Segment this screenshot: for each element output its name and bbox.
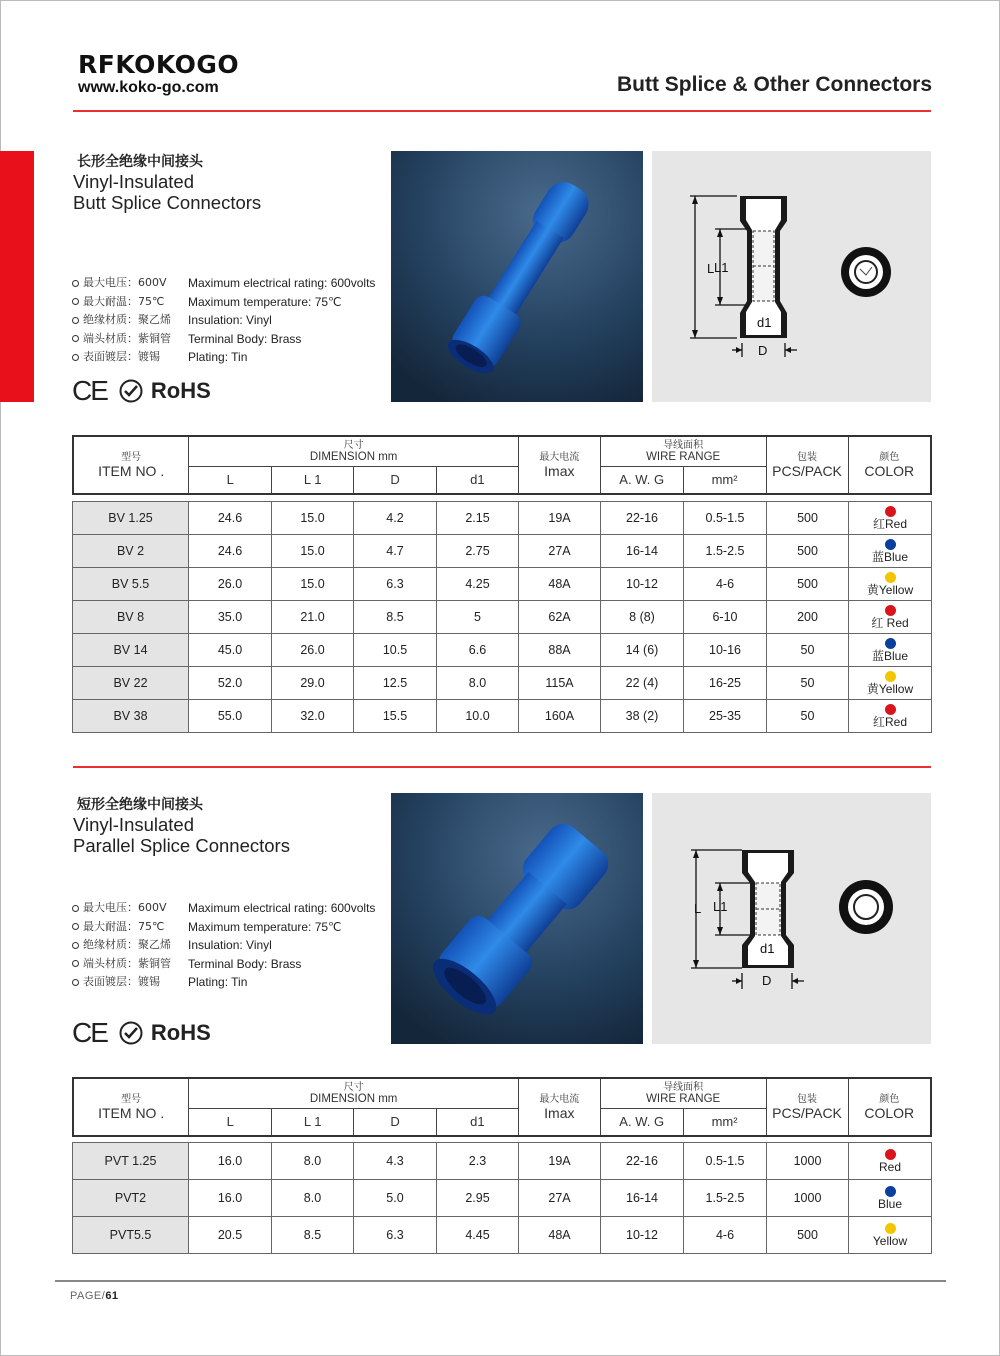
- col-dimension: [189, 436, 519, 466]
- color-label: 黄Yellow: [866, 582, 914, 597]
- spec-row: [72, 348, 375, 367]
- cell-item: PVT 1.25: [73, 1143, 189, 1180]
- dim-label-d1: d1: [757, 315, 772, 330]
- spec-en: Terminal Body: Brass: [188, 331, 302, 346]
- cell-D: 12.5: [354, 667, 437, 700]
- section-title-cn: 长形全绝缘中间接头: [77, 154, 203, 170]
- col-pack: [766, 436, 848, 494]
- cell-mm2: 6-10: [684, 601, 767, 634]
- bullet-icon: [72, 979, 79, 986]
- rohs-mark: RoHS: [150, 378, 211, 403]
- col-awg: A. W. G: [600, 466, 683, 494]
- cell-imax: 115A: [519, 667, 601, 700]
- spec-row: [72, 899, 375, 918]
- cell-d1: 2.95: [437, 1180, 519, 1217]
- col-L1: L 1: [272, 466, 354, 494]
- col-imax-en: Imax: [544, 462, 575, 479]
- col-mm2: mm²: [683, 466, 766, 494]
- cell-item: PVT5.5: [73, 1217, 189, 1254]
- color-dot-icon: [885, 638, 896, 649]
- col-imax-cn: 最大电流: [539, 1093, 580, 1105]
- col-pack-cn: 包装: [797, 451, 818, 463]
- cell-L: 24.6: [189, 535, 272, 568]
- cell-L1: 8.5: [272, 1217, 354, 1254]
- color-dot-icon: [885, 1186, 896, 1197]
- cell-imax: 48A: [519, 1217, 601, 1254]
- cell-L1: 29.0: [272, 667, 354, 700]
- spec-en: Plating: Tin: [188, 350, 248, 364]
- cell-awg: 8 (8): [601, 601, 684, 634]
- col-d1: d1: [436, 1108, 518, 1136]
- spec-cn: 最大电压：600V: [83, 276, 167, 289]
- bullet-icon: [72, 317, 79, 324]
- cell-mm2: 1.5-2.5: [684, 1180, 767, 1217]
- cell-mm2: 0.5-1.5: [684, 1143, 767, 1180]
- cell-pack: 500: [767, 502, 849, 535]
- cell-item: BV 5.5: [73, 568, 189, 601]
- col-color: [848, 436, 931, 494]
- col-item-cn: 型号: [121, 451, 142, 463]
- col-wire-cn: 导线面积: [663, 439, 704, 451]
- spec-cn: 绝缘材质：聚乙烯: [83, 938, 171, 951]
- cell-d1: 2.75: [437, 535, 519, 568]
- table-row: [73, 634, 932, 667]
- spec-en: Maximum temperature: 75℃: [188, 294, 342, 309]
- col-D: D: [354, 466, 437, 494]
- technical-drawing-parallel: [652, 793, 931, 1044]
- color-label: Red: [878, 1159, 901, 1174]
- cell-L1: 8.0: [272, 1143, 354, 1180]
- cell-d1: 10.0: [437, 700, 519, 733]
- spec-row: [72, 293, 375, 312]
- cell-L1: 15.0: [272, 535, 354, 568]
- cell-mm2: 16-25: [684, 667, 767, 700]
- brand-name: RFKOKOGO: [78, 50, 240, 79]
- cell-D: 4.2: [354, 502, 437, 535]
- cell-item: BV 8: [73, 601, 189, 634]
- cell-L1: 32.0: [272, 700, 354, 733]
- col-pack-en: PCS/PACK: [772, 1104, 842, 1121]
- color-dot-icon: [885, 506, 896, 517]
- page-label: PAGE/: [70, 1290, 106, 1302]
- col-dim-cn: 尺寸: [343, 1081, 364, 1093]
- cell-imax: 19A: [519, 1143, 601, 1180]
- dim-label-L1: L1: [714, 260, 729, 275]
- cell-d1: 2.3: [437, 1143, 519, 1180]
- col-item: [73, 1078, 189, 1136]
- col-color-cn: 颜色: [879, 1093, 900, 1105]
- side-accent-bar: [0, 151, 34, 402]
- rohs-mark: RoHS: [150, 1020, 211, 1045]
- col-awg: A. W. G: [600, 1108, 683, 1136]
- cell-item: PVT2: [73, 1180, 189, 1217]
- bullet-icon: [72, 942, 79, 949]
- certifications: [72, 1017, 211, 1049]
- col-imax: [518, 436, 600, 494]
- col-d1: d1: [436, 466, 518, 494]
- color-label: Blue: [877, 1196, 903, 1211]
- cell-L: 20.5: [189, 1217, 272, 1254]
- section-title-en-2: Butt Splice Connectors: [73, 192, 262, 213]
- section-title-cn: 短形全绝缘中间接头: [77, 797, 203, 813]
- cell-L1: 15.0: [272, 568, 354, 601]
- cell-L1: 8.0: [272, 1180, 354, 1217]
- ce-mark: CE: [72, 1017, 107, 1048]
- color-dot-icon: [885, 1223, 896, 1234]
- cell-L1: 26.0: [272, 634, 354, 667]
- bullet-icon: [72, 905, 79, 912]
- col-color-en: COLOR: [864, 462, 915, 479]
- spec-cn: 表面镀层：镀锡: [83, 975, 160, 988]
- spec-list-butt: [72, 274, 375, 367]
- cell-L1: 15.0: [272, 502, 354, 535]
- table-row: [73, 601, 932, 634]
- cell-imax: 27A: [519, 1180, 601, 1217]
- cell-pack: 500: [767, 535, 849, 568]
- spec-row: [72, 311, 375, 330]
- cell-item: BV 38: [73, 700, 189, 733]
- col-L1: L 1: [272, 1108, 354, 1136]
- cell-imax: 62A: [519, 601, 601, 634]
- cell-D: 4.3: [354, 1143, 437, 1180]
- col-pack: [766, 1078, 848, 1136]
- col-item-en: ITEM NO .: [98, 1104, 165, 1121]
- spec-row: [72, 274, 375, 293]
- table-row: [73, 1217, 932, 1254]
- cell-item: BV 14: [73, 634, 189, 667]
- cell-awg: 10-12: [601, 568, 684, 601]
- cell-pack: 50: [767, 667, 849, 700]
- technical-drawing-butt: [652, 151, 931, 402]
- col-wire-range: [600, 1078, 766, 1108]
- cell-awg: 22 (4): [601, 667, 684, 700]
- cell-L: 35.0: [189, 601, 272, 634]
- color-label: 红Red: [872, 714, 907, 729]
- col-item: [73, 436, 189, 494]
- col-dim-cn: 尺寸: [343, 439, 364, 451]
- page-footer: [70, 1290, 119, 1302]
- cell-color: [849, 502, 932, 535]
- cell-mm2: 0.5-1.5: [684, 502, 767, 535]
- col-imax: [518, 1078, 600, 1136]
- cell-color: [849, 568, 932, 601]
- col-wire-en: WIRE RANGE: [646, 450, 721, 463]
- cell-d1: 4.25: [437, 568, 519, 601]
- spec-row: [72, 918, 375, 937]
- cell-mm2: 4-6: [684, 568, 767, 601]
- cell-D: 10.5: [354, 634, 437, 667]
- col-D: D: [354, 1108, 437, 1136]
- section-title-en-1: Vinyl-Insulated: [73, 814, 195, 835]
- spec-en: Insulation: Vinyl: [188, 313, 272, 327]
- cell-pack: 500: [767, 1217, 849, 1254]
- table-row: [73, 700, 932, 733]
- table-row: [73, 502, 932, 535]
- cell-L: 24.6: [189, 502, 272, 535]
- cell-awg: 22-16: [601, 1143, 684, 1180]
- page-number: 61: [105, 1290, 119, 1302]
- cell-D: 4.7: [354, 535, 437, 568]
- sgs-icon: [119, 1021, 143, 1045]
- color-label: 黄Yellow: [866, 681, 914, 696]
- col-L: L: [189, 466, 272, 494]
- cell-D: 5.0: [354, 1180, 437, 1217]
- cell-imax: 27A: [519, 535, 601, 568]
- col-color: [848, 1078, 931, 1136]
- cell-L: 16.0: [189, 1180, 272, 1217]
- cell-L: 52.0: [189, 667, 272, 700]
- color-label: 蓝Blue: [871, 648, 909, 663]
- spec-cn: 端头材质：紫铜管: [83, 956, 171, 970]
- bullet-icon: [72, 960, 79, 967]
- col-imax-en: Imax: [544, 1104, 575, 1121]
- cell-color: [849, 634, 932, 667]
- bullet-icon: [72, 923, 79, 930]
- dim-label-L: L: [694, 901, 702, 916]
- cell-pack: 50: [767, 700, 849, 733]
- spec-row: [72, 936, 375, 955]
- section-title-parallel: [73, 794, 290, 856]
- footer-divider: [55, 1280, 946, 1282]
- spec-en: Maximum electrical rating: 600volts: [188, 276, 376, 290]
- col-color-cn: 颜色: [879, 451, 900, 463]
- cell-pack: 500: [767, 568, 849, 601]
- cell-color: [849, 667, 932, 700]
- table-header-parallel: [72, 1077, 932, 1137]
- table-row: [73, 568, 932, 601]
- cell-L: 55.0: [189, 700, 272, 733]
- spec-row: [72, 973, 375, 992]
- cell-L1: 21.0: [272, 601, 354, 634]
- cell-color: [849, 1180, 932, 1217]
- col-mm2: mm²: [683, 1108, 766, 1136]
- cell-mm2: 4-6: [684, 1217, 767, 1254]
- cell-awg: 16-14: [601, 535, 684, 568]
- brand-url: www.koko-go.com: [78, 79, 219, 96]
- cell-L: 45.0: [189, 634, 272, 667]
- bullet-icon: [72, 280, 79, 287]
- cell-D: 6.3: [354, 1217, 437, 1254]
- section-title-en-1: Vinyl-Insulated: [73, 171, 195, 192]
- header-divider: [73, 110, 931, 112]
- sgs-icon: [119, 379, 143, 403]
- spec-list-parallel: [72, 899, 375, 992]
- color-label: 红 Red: [871, 615, 909, 630]
- dim-label-D: D: [762, 973, 772, 988]
- cell-imax: 88A: [519, 634, 601, 667]
- cell-imax: 160A: [519, 700, 601, 733]
- color-label: 红Red: [872, 516, 907, 531]
- cell-pack: 1000: [767, 1143, 849, 1180]
- cell-mm2: 25-35: [684, 700, 767, 733]
- color-dot-icon: [885, 539, 896, 550]
- col-dim-en: DIMENSION mm: [309, 450, 398, 463]
- dim-label-L: L: [707, 261, 715, 276]
- table-row: [73, 535, 932, 568]
- table-body-butt: [72, 501, 932, 733]
- cell-d1: 2.15: [437, 502, 519, 535]
- cell-color: [849, 1143, 932, 1180]
- cell-d1: 5: [437, 601, 519, 634]
- cell-L: 16.0: [189, 1143, 272, 1180]
- col-dim-en: DIMENSION mm: [309, 1092, 398, 1105]
- bullet-icon: [72, 335, 79, 342]
- cell-color: [849, 601, 932, 634]
- spec-en: Insulation: Vinyl: [188, 938, 272, 952]
- dim-label-D: D: [758, 343, 768, 358]
- spec-cn: 最大耐温：75℃: [83, 919, 165, 933]
- spec-en: Maximum electrical rating: 600volts: [188, 901, 376, 915]
- table-row: [73, 1180, 932, 1217]
- cell-mm2: 1.5-2.5: [684, 535, 767, 568]
- spec-cn: 最大耐温：75℃: [83, 294, 165, 308]
- col-imax-cn: 最大电流: [539, 451, 580, 463]
- spec-en: Plating: Tin: [188, 975, 248, 989]
- spec-cn: 表面镀层：镀锡: [83, 350, 160, 363]
- color-dot-icon: [885, 671, 896, 682]
- col-L: L: [189, 1108, 272, 1136]
- cell-item: BV 22: [73, 667, 189, 700]
- ce-mark: CE: [72, 375, 107, 406]
- cell-imax: 19A: [519, 502, 601, 535]
- cell-d1: 8.0: [437, 667, 519, 700]
- col-pack-en: PCS/PACK: [772, 462, 842, 479]
- color-dot-icon: [885, 605, 896, 616]
- section-title-butt: [73, 151, 261, 213]
- table-body-parallel: [72, 1142, 932, 1254]
- col-wire-range: [600, 436, 766, 466]
- cell-mm2: 10-16: [684, 634, 767, 667]
- cell-awg: 16-14: [601, 1180, 684, 1217]
- col-color-en: COLOR: [864, 1104, 915, 1121]
- color-dot-icon: [885, 704, 896, 715]
- spec-cn: 端头材质：紫铜管: [83, 331, 171, 345]
- color-dot-icon: [885, 572, 896, 583]
- spec-row: [72, 330, 375, 349]
- certifications: [72, 375, 211, 407]
- cell-color: [849, 700, 932, 733]
- col-wire-en: WIRE RANGE: [646, 1092, 721, 1105]
- cell-D: 15.5: [354, 700, 437, 733]
- color-label: 蓝Blue: [871, 549, 909, 564]
- cell-D: 8.5: [354, 601, 437, 634]
- product-photo-parallel: [391, 793, 643, 1044]
- col-pack-cn: 包装: [797, 1093, 818, 1105]
- col-wire-cn: 导线面积: [663, 1081, 704, 1093]
- spec-cn: 最大电压：600V: [83, 901, 167, 914]
- cell-L: 26.0: [189, 568, 272, 601]
- cell-color: [849, 535, 932, 568]
- color-label: Yellow: [872, 1233, 908, 1248]
- cell-awg: 38 (2): [601, 700, 684, 733]
- spec-en: Maximum temperature: 75℃: [188, 919, 342, 934]
- brand-logo: [78, 52, 239, 97]
- cell-item: BV 1.25: [73, 502, 189, 535]
- col-item-cn: 型号: [121, 1093, 142, 1105]
- col-dimension: [189, 1078, 519, 1108]
- cell-d1: 6.6: [437, 634, 519, 667]
- spec-en: Terminal Body: Brass: [188, 956, 302, 971]
- bullet-icon: [72, 298, 79, 305]
- table-row: [73, 1143, 932, 1180]
- cell-imax: 48A: [519, 568, 601, 601]
- cell-pack: 50: [767, 634, 849, 667]
- bullet-icon: [72, 354, 79, 361]
- cell-D: 6.3: [354, 568, 437, 601]
- dim-label-d1: d1: [760, 941, 775, 956]
- color-dot-icon: [885, 1149, 896, 1160]
- cell-color: [849, 1217, 932, 1254]
- cell-pack: 1000: [767, 1180, 849, 1217]
- spec-row: [72, 955, 375, 974]
- spec-cn: 绝缘材质：聚乙烯: [83, 313, 171, 326]
- cell-awg: 22-16: [601, 502, 684, 535]
- col-item-en: ITEM NO .: [98, 462, 165, 479]
- cell-awg: 14 (6): [601, 634, 684, 667]
- cell-item: BV 2: [73, 535, 189, 568]
- product-photo-butt: [391, 151, 643, 402]
- cell-awg: 10-12: [601, 1217, 684, 1254]
- section-divider: [73, 766, 931, 768]
- cell-d1: 4.45: [437, 1217, 519, 1254]
- dim-label-L1: L1: [713, 899, 728, 914]
- table-row: [73, 667, 932, 700]
- section-title-en-2: Parallel Splice Connectors: [73, 835, 290, 856]
- table-header-butt: [72, 435, 932, 495]
- page-title: Butt Splice & Other Connectors: [616, 73, 932, 96]
- cell-pack: 200: [767, 601, 849, 634]
